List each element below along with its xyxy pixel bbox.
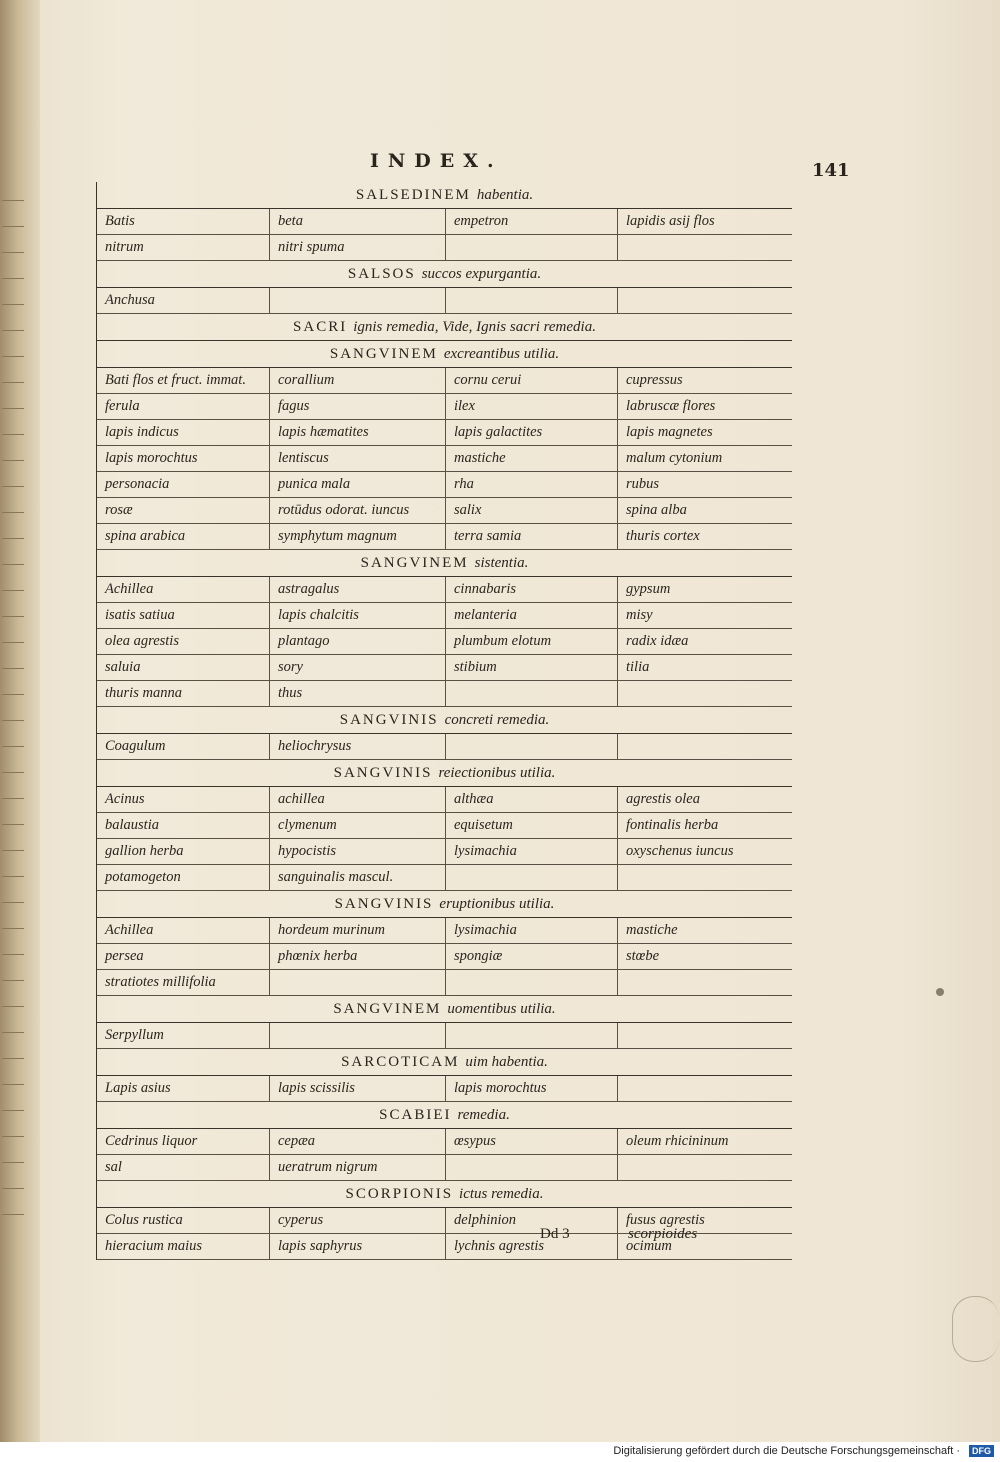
index-entry: empetron: [445, 209, 617, 235]
index-entry: [445, 235, 617, 261]
index-entry: isatis satiua: [97, 603, 269, 629]
index-entry: Lapis asius: [97, 1076, 269, 1102]
index-entry: salix: [445, 498, 617, 524]
index-entry: saluia: [97, 655, 269, 681]
index-entry: sory: [269, 655, 445, 681]
index-entry: [617, 1023, 792, 1049]
section-grid: [97, 918, 792, 996]
index-entry: Achillea: [97, 577, 269, 603]
index-entry: symphytum magnum: [269, 524, 445, 550]
section-heading-caps: SCORPIONIS: [345, 1186, 454, 1202]
section-heading: [97, 550, 792, 577]
index-entry: hieracium maius: [97, 1234, 269, 1260]
section-grid: [97, 209, 792, 261]
index-entry: [445, 865, 617, 891]
index-entry: thuris manna: [97, 681, 269, 707]
section-grid: [97, 787, 792, 891]
index-entry: Anchusa: [97, 288, 269, 314]
section-heading-caps: SANGVINIS: [339, 712, 439, 728]
index-entry: oleum rhicininum: [617, 1129, 792, 1155]
index-entry: olea agrestis: [97, 629, 269, 655]
index-entry: lapis morochtus: [445, 1076, 617, 1102]
index-entry: delphinion: [445, 1208, 617, 1234]
index-entry: stibium: [445, 655, 617, 681]
section-heading-text: sistentia.: [474, 555, 529, 571]
index-entry: achillea: [269, 787, 445, 813]
section-heading: [97, 182, 792, 209]
index-entry: potamogeton: [97, 865, 269, 891]
section-heading-caps: SARCOTICAM: [341, 1054, 460, 1070]
index-entry: thus: [269, 681, 445, 707]
index-table: [96, 182, 792, 1260]
index-entry: beta: [269, 209, 445, 235]
section-heading-caps: SANGVINIS: [333, 765, 433, 781]
index-entry: [617, 734, 792, 760]
index-entry: spina arabica: [97, 524, 269, 550]
index-entry: rubus: [617, 472, 792, 498]
index-entry: lapis magnetes: [617, 420, 792, 446]
index-entry: rosæ: [97, 498, 269, 524]
index-entry: stœbe: [617, 944, 792, 970]
section-heading-caps: SCABIEI: [379, 1107, 452, 1123]
dfg-logo: DFG: [969, 1445, 994, 1457]
index-entry: plumbum elotum: [445, 629, 617, 655]
index-entry: [617, 681, 792, 707]
index-entry: oxyschenus iuncus: [617, 839, 792, 865]
index-entry: lapis saphyrus: [269, 1234, 445, 1260]
section-heading-text: ignis remedia, Vide, Ignis sacri remedia.: [353, 319, 596, 335]
page-number: 141: [812, 160, 850, 181]
index-entry: lapis scissilis: [269, 1076, 445, 1102]
index-entry: corallium: [269, 368, 445, 394]
index-entry: Coagulum: [97, 734, 269, 760]
index-entry: [269, 970, 445, 996]
section-heading-text: remedia.: [457, 1107, 510, 1123]
section-grid: [97, 1129, 792, 1181]
index-entry: gallion herba: [97, 839, 269, 865]
index-entry: Bati flos et fruct. immat.: [97, 368, 269, 394]
index-entry: personacia: [97, 472, 269, 498]
index-entry: gypsum: [617, 577, 792, 603]
index-entry: stratiotes millifolia: [97, 970, 269, 996]
index-entry: agrestis olea: [617, 787, 792, 813]
index-entry: thuris cortex: [617, 524, 792, 550]
index-entry: [617, 1076, 792, 1102]
index-entry: balaustia: [97, 813, 269, 839]
index-entry: [617, 235, 792, 261]
section-grid: [97, 1076, 792, 1102]
section-heading-text: habentia.: [476, 187, 534, 203]
section-heading-text: uim habentia.: [465, 1054, 548, 1070]
index-entry: malum cytonium: [617, 446, 792, 472]
index-entry: [445, 1155, 617, 1181]
section-heading-text: concreti remedia.: [444, 712, 550, 728]
page-clip: [952, 1296, 999, 1362]
section-heading: [97, 314, 792, 341]
section-heading-text: uomentibus utilia.: [447, 1001, 556, 1017]
index-entry: nitri spuma: [269, 235, 445, 261]
index-entry: clymenum: [269, 813, 445, 839]
index-entry: lapis chalcitis: [269, 603, 445, 629]
index-entry: cyperus: [269, 1208, 445, 1234]
index-entry: mastiche: [445, 446, 617, 472]
index-entry: lapis hæmatites: [269, 420, 445, 446]
section-heading: [97, 341, 792, 368]
index-entry: [617, 288, 792, 314]
index-entry: spina alba: [617, 498, 792, 524]
index-entry: fusus agrestis: [617, 1208, 792, 1234]
index-entry: [445, 734, 617, 760]
index-entry: terra samia: [445, 524, 617, 550]
index-entry: lapidis asij flos: [617, 209, 792, 235]
index-entry: hordeum murinum: [269, 918, 445, 944]
index-entry: cupressus: [617, 368, 792, 394]
index-entry: [617, 865, 792, 891]
section-heading-text: eruptionibus utilia.: [439, 896, 555, 912]
index-entry: lapis galactites: [445, 420, 617, 446]
section-heading: [97, 1102, 792, 1129]
section-grid: [97, 368, 792, 550]
section-heading-text: ictus remedia.: [459, 1186, 544, 1202]
section-heading: [97, 996, 792, 1023]
index-entry: phœnix herba: [269, 944, 445, 970]
index-entry: lysimachia: [445, 839, 617, 865]
section-grid: [97, 288, 792, 314]
section-heading: [97, 760, 792, 787]
index-entry: Colus rustica: [97, 1208, 269, 1234]
section-heading: [97, 707, 792, 734]
section-grid: [97, 734, 792, 760]
section-heading-text: excreantibus utilia.: [443, 346, 560, 362]
index-entry: rotūdus odorat. iuncus: [269, 498, 445, 524]
index-entry: [617, 970, 792, 996]
index-entry: [445, 970, 617, 996]
index-entry: œsypus: [445, 1129, 617, 1155]
index-entry: equisetum: [445, 813, 617, 839]
index-entry: [617, 1155, 792, 1181]
index-entry: lentiscus: [269, 446, 445, 472]
section-heading-caps: SANGVINEM: [333, 1001, 442, 1017]
catchword: scorpioides: [628, 1226, 698, 1242]
index-entry: lysimachia: [445, 918, 617, 944]
index-entry: cinnabaris: [445, 577, 617, 603]
index-entry: [445, 681, 617, 707]
paper-spot: [936, 988, 944, 996]
index-entry: radix idæa: [617, 629, 792, 655]
signature-mark: Dd 3: [540, 1226, 570, 1242]
index-entry: Achillea: [97, 918, 269, 944]
book-spine: [0, 0, 40, 1442]
index-entry: [269, 1023, 445, 1049]
index-entry: rha: [445, 472, 617, 498]
section-heading-caps: SACRI: [293, 319, 348, 335]
index-entry: [445, 1023, 617, 1049]
index-entry: sal: [97, 1155, 269, 1181]
index-entry: fontinalis herba: [617, 813, 792, 839]
section-heading-text: reiectionibus utilia.: [438, 765, 556, 781]
section-heading-caps: SANGVINEM: [360, 555, 469, 571]
index-entry: cornu cerui: [445, 368, 617, 394]
section-heading: [97, 1049, 792, 1076]
index-entry: melanteria: [445, 603, 617, 629]
index-entry: ferula: [97, 394, 269, 420]
index-entry: [445, 288, 617, 314]
index-entry: ueratrum nigrum: [269, 1155, 445, 1181]
section-heading-text: succos expurgantia.: [421, 266, 542, 282]
section-heading-caps: SANGVINIS: [334, 896, 434, 912]
section-heading-caps: SALSOS: [347, 266, 416, 282]
credit-text: Digitalisierung gefördert durch die Deutsche Forschungsgemeinschaft ·: [613, 1445, 960, 1457]
section-heading: [97, 261, 792, 288]
index-entry: althæa: [445, 787, 617, 813]
index-entry: lapis indicus: [97, 420, 269, 446]
index-entry: mastiche: [617, 918, 792, 944]
section-heading: [97, 1181, 792, 1208]
index-entry: Acinus: [97, 787, 269, 813]
index-entry: lapis morochtus: [97, 446, 269, 472]
index-entry: Batis: [97, 209, 269, 235]
index-entry: Serpyllum: [97, 1023, 269, 1049]
index-entry: plantago: [269, 629, 445, 655]
index-entry: spongiæ: [445, 944, 617, 970]
section-heading-caps: SANGVINEM: [329, 346, 438, 362]
index-entry: heliochrysus: [269, 734, 445, 760]
index-entry: fagus: [269, 394, 445, 420]
index-entry: hypocistis: [269, 839, 445, 865]
index-entry: nitrum: [97, 235, 269, 261]
section-grid: [97, 577, 792, 707]
index-entry: persea: [97, 944, 269, 970]
index-entry: ilex: [445, 394, 617, 420]
credit-bar: [0, 1442, 1000, 1462]
index-entry: lychnis agrestis: [445, 1234, 617, 1260]
index-entry: sanguinalis mascul.: [269, 865, 445, 891]
index-entry: misy: [617, 603, 792, 629]
index-entry: tilia: [617, 655, 792, 681]
index-entry: labruscæ flores: [617, 394, 792, 420]
page-title: INDEX.: [370, 150, 503, 172]
section-heading-caps: SALSEDINEM: [355, 187, 471, 203]
index-entry: Cedrinus liquor: [97, 1129, 269, 1155]
index-entry: punica mala: [269, 472, 445, 498]
index-entry: astragalus: [269, 577, 445, 603]
index-entry: ocimum: [617, 1234, 792, 1260]
index-entry: [269, 288, 445, 314]
section-heading: [97, 891, 792, 918]
section-grid: [97, 1023, 792, 1049]
index-entry: cepæa: [269, 1129, 445, 1155]
